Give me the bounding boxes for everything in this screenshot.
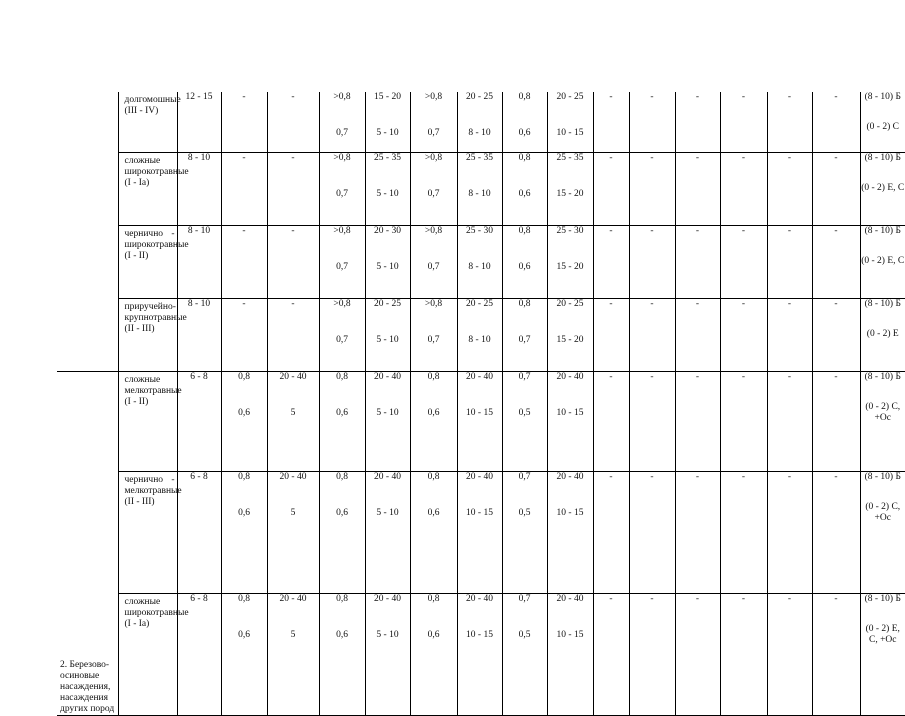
- value-top: 15 - 20: [366, 92, 410, 128]
- value-cell: [547, 298, 593, 371]
- value-top: 0,8: [222, 594, 267, 630]
- table-row: [57, 225, 905, 298]
- value-cell: [267, 593, 319, 715]
- value-cell: [221, 593, 267, 715]
- value-bottom: 0,7: [320, 335, 365, 346]
- dash-cell: -: [812, 92, 860, 152]
- value-top: 0,8: [503, 299, 547, 335]
- value-bottom: 5 - 10: [366, 189, 410, 200]
- value-top: >0,8: [320, 299, 365, 335]
- value-top: 25 - 30: [458, 226, 502, 262]
- site-type-cell: долгомошные (III - IV): [118, 92, 177, 152]
- value-bottom: 0,7: [320, 262, 365, 273]
- value-cell: [502, 152, 547, 225]
- value-top: 0,8: [411, 594, 457, 630]
- dash-cell: -: [593, 593, 629, 715]
- value-cell: [547, 593, 593, 715]
- age-cell: 6 - 8: [177, 471, 221, 593]
- value-cell: [502, 225, 547, 298]
- value-bottom: 10 - 15: [548, 128, 593, 139]
- value-bottom: 0,7: [411, 335, 457, 346]
- value-cell: [365, 225, 410, 298]
- value-top: 20 - 40: [366, 472, 410, 508]
- dash-cell: -: [593, 152, 629, 225]
- value-bottom: 0,5: [503, 408, 547, 419]
- value-bottom: 5 - 10: [366, 335, 410, 346]
- forestry-table: [57, 92, 905, 716]
- value-cell: [267, 471, 319, 593]
- dash-cell: -: [720, 593, 767, 715]
- value-cell: [547, 225, 593, 298]
- value-cell: [457, 298, 502, 371]
- dash-cell: -: [720, 225, 767, 298]
- value-bottom: 8 - 10: [458, 128, 502, 139]
- dash-cell: -: [720, 92, 767, 152]
- dash-cell: -: [629, 471, 675, 593]
- value-bottom: 10 - 15: [548, 630, 593, 641]
- value-top: -: [222, 92, 267, 128]
- value-bottom: 5: [268, 408, 319, 419]
- value-top: 20 - 40: [548, 372, 593, 408]
- dash-cell: -: [812, 225, 860, 298]
- value-cell: [365, 92, 410, 152]
- value-bottom: 0,7: [320, 128, 365, 139]
- composition-bottom: (0 - 2) Е, С, +Ос: [861, 624, 905, 646]
- dash-cell: -: [629, 92, 675, 152]
- age-cell: 6 - 8: [177, 371, 221, 471]
- value-bottom: 15 - 20: [548, 262, 593, 273]
- age-cell: 8 - 10: [177, 225, 221, 298]
- value-cell: [319, 471, 365, 593]
- site-type-cell: сложные широкотравные (I - Ia): [118, 593, 177, 715]
- dash-cell: -: [629, 152, 675, 225]
- dash-cell: -: [812, 471, 860, 593]
- value-top: 20 - 25: [366, 299, 410, 335]
- composition-cell: [860, 371, 905, 471]
- value-bottom: 0,7: [411, 262, 457, 273]
- value-top: 25 - 35: [548, 153, 593, 189]
- value-bottom: 10 - 15: [458, 630, 502, 641]
- value-top: 20 - 40: [548, 594, 593, 630]
- value-bottom: 5 - 10: [366, 262, 410, 273]
- value-top: >0,8: [320, 226, 365, 262]
- dash-cell: -: [767, 593, 812, 715]
- value-top: 20 - 25: [458, 299, 502, 335]
- value-bottom: 8 - 10: [458, 335, 502, 346]
- value-bottom: 0,6: [320, 630, 365, 641]
- value-top: 0,8: [411, 372, 457, 408]
- value-top: 0,7: [503, 372, 547, 408]
- dash-cell: -: [767, 92, 812, 152]
- value-top: 20 - 40: [366, 594, 410, 630]
- value-bottom: 5 - 10: [366, 508, 410, 519]
- value-bottom: 10 - 15: [458, 408, 502, 419]
- value-cell: [267, 298, 319, 371]
- value-bottom: 0,6: [411, 508, 457, 519]
- value-bottom: 5: [268, 508, 319, 519]
- composition-cell: [860, 593, 905, 715]
- value-cell: [547, 471, 593, 593]
- composition-cell: [860, 471, 905, 593]
- value-cell: [221, 225, 267, 298]
- composition-bottom: (0 - 2) С, +Ос: [861, 502, 905, 524]
- value-top: 0,8: [222, 372, 267, 408]
- value-bottom: 0,6: [222, 630, 267, 641]
- composition-top: (8 - 10) Б: [861, 594, 905, 624]
- value-cell: [457, 152, 502, 225]
- value-cell: [502, 298, 547, 371]
- dash-cell: -: [629, 593, 675, 715]
- value-cell: [319, 225, 365, 298]
- value-cell: [267, 92, 319, 152]
- value-cell: [267, 371, 319, 471]
- value-cell: [502, 593, 547, 715]
- value-bottom: 0,7: [411, 189, 457, 200]
- dash-cell: -: [767, 298, 812, 371]
- composition-bottom: (0 - 2) С: [861, 122, 905, 133]
- value-top: 0,8: [222, 472, 267, 508]
- value-top: 0,8: [320, 594, 365, 630]
- value-top: 0,8: [503, 226, 547, 262]
- value-cell: [457, 593, 502, 715]
- value-bottom: 0,7: [503, 335, 547, 346]
- dash-cell: -: [767, 471, 812, 593]
- value-cell: [410, 225, 457, 298]
- value-top: -: [268, 226, 319, 262]
- value-cell: [457, 471, 502, 593]
- value-cell: [410, 471, 457, 593]
- dash-cell: -: [629, 298, 675, 371]
- value-bottom: 10 - 15: [458, 508, 502, 519]
- value-cell: [410, 593, 457, 715]
- dash-cell: -: [593, 225, 629, 298]
- dash-cell: -: [720, 152, 767, 225]
- value-cell: [221, 92, 267, 152]
- value-bottom: 0,6: [320, 508, 365, 519]
- value-bottom: 15 - 20: [548, 335, 593, 346]
- value-cell: [221, 298, 267, 371]
- table-body: [57, 92, 905, 715]
- value-top: 20 - 40: [268, 472, 319, 508]
- composition-cell: [860, 92, 905, 152]
- value-bottom: 5: [268, 630, 319, 641]
- value-cell: [221, 471, 267, 593]
- value-top: >0,8: [411, 299, 457, 335]
- value-top: 20 - 25: [548, 92, 593, 128]
- value-cell: [410, 92, 457, 152]
- composition-top: (8 - 10) Б: [861, 92, 905, 122]
- value-top: 0,8: [411, 472, 457, 508]
- value-cell: [502, 371, 547, 471]
- value-cell: [319, 371, 365, 471]
- value-top: 0,7: [503, 594, 547, 630]
- value-top: -: [222, 153, 267, 189]
- value-top: -: [268, 299, 319, 335]
- value-bottom: 0,6: [503, 128, 547, 139]
- value-top: 20 - 40: [268, 594, 319, 630]
- value-cell: [319, 92, 365, 152]
- value-bottom: 8 - 10: [458, 189, 502, 200]
- value-top: 20 - 25: [548, 299, 593, 335]
- dash-cell: -: [629, 371, 675, 471]
- value-bottom: 5 - 10: [366, 128, 410, 139]
- value-cell: [410, 152, 457, 225]
- site-type-cell: чернично - мелкотравные (II - III): [118, 471, 177, 593]
- age-cell: 6 - 8: [177, 593, 221, 715]
- value-top: 25 - 35: [366, 153, 410, 189]
- value-top: >0,8: [411, 226, 457, 262]
- value-cell: [365, 371, 410, 471]
- age-cell: 8 - 10: [177, 152, 221, 225]
- value-top: 0,8: [503, 92, 547, 128]
- composition-top: (8 - 10) Б: [861, 299, 905, 329]
- value-bottom: 0,7: [320, 189, 365, 200]
- dash-cell: -: [767, 225, 812, 298]
- value-top: 25 - 35: [458, 153, 502, 189]
- composition-top: (8 - 10) Б: [861, 372, 905, 402]
- value-cell: [457, 371, 502, 471]
- value-bottom: 0,6: [503, 262, 547, 273]
- value-cell: [410, 371, 457, 471]
- value-bottom: 0,7: [411, 128, 457, 139]
- value-cell: [410, 298, 457, 371]
- site-type-cell: приручейно-крупнотравные (II - III): [118, 298, 177, 371]
- site-type-cell: чернично - широкотравные (I - II): [118, 225, 177, 298]
- value-top: 20 - 40: [458, 594, 502, 630]
- value-top: 20 - 30: [366, 226, 410, 262]
- value-bottom: 0,5: [503, 630, 547, 641]
- dash-cell: -: [767, 152, 812, 225]
- dash-cell: -: [593, 371, 629, 471]
- site-type-cell: сложные мелкотравные (I - II): [118, 371, 177, 471]
- value-top: 0,7: [503, 472, 547, 508]
- value-top: 20 - 40: [458, 472, 502, 508]
- value-cell: [319, 593, 365, 715]
- value-top: >0,8: [411, 153, 457, 189]
- dash-cell: -: [812, 152, 860, 225]
- table-row: [57, 298, 905, 371]
- value-cell: [365, 471, 410, 593]
- value-bottom: 0,6: [222, 508, 267, 519]
- dash-cell: -: [675, 371, 720, 471]
- dash-cell: -: [675, 593, 720, 715]
- dash-cell: -: [675, 298, 720, 371]
- composition-top: (8 - 10) Б: [861, 153, 905, 183]
- value-top: 0,8: [320, 472, 365, 508]
- value-bottom: 0,6: [222, 408, 267, 419]
- composition-cell: [860, 152, 905, 225]
- value-top: -: [222, 299, 267, 335]
- value-cell: [267, 152, 319, 225]
- value-bottom: 10 - 15: [548, 508, 593, 519]
- value-cell: [365, 152, 410, 225]
- value-bottom: 8 - 10: [458, 262, 502, 273]
- table-row: [57, 471, 905, 593]
- dash-cell: -: [767, 371, 812, 471]
- value-cell: [547, 371, 593, 471]
- value-top: 0,8: [320, 372, 365, 408]
- value-cell: [221, 371, 267, 471]
- group-cell-empty: [57, 92, 118, 371]
- composition-top: (8 - 10) Б: [861, 226, 905, 256]
- table-row: [57, 92, 905, 152]
- value-top: 20 - 40: [268, 372, 319, 408]
- composition-bottom: (0 - 2) Е, С: [861, 183, 905, 194]
- value-bottom: 5 - 10: [366, 408, 410, 419]
- value-bottom: 0,6: [503, 189, 547, 200]
- composition-top: (8 - 10) Б: [861, 472, 905, 502]
- dash-cell: -: [675, 92, 720, 152]
- dash-cell: -: [720, 471, 767, 593]
- value-cell: [365, 298, 410, 371]
- composition-cell: [860, 225, 905, 298]
- value-top: 20 - 25: [458, 92, 502, 128]
- age-cell: 8 - 10: [177, 298, 221, 371]
- site-type-cell: сложные широкотравные (I - Ia): [118, 152, 177, 225]
- value-cell: [547, 92, 593, 152]
- value-bottom: 0,6: [411, 408, 457, 419]
- value-bottom: 10 - 15: [548, 408, 593, 419]
- table-row: [57, 152, 905, 225]
- dash-cell: -: [593, 471, 629, 593]
- value-bottom: 15 - 20: [548, 189, 593, 200]
- dash-cell: -: [675, 225, 720, 298]
- value-cell: [319, 152, 365, 225]
- value-top: >0,8: [320, 92, 365, 128]
- value-cell: [365, 593, 410, 715]
- value-bottom: 0,6: [411, 630, 457, 641]
- value-top: >0,8: [411, 92, 457, 128]
- composition-bottom: (0 - 2) С, +Ос: [861, 402, 905, 424]
- value-cell: [457, 92, 502, 152]
- value-bottom: 5 - 10: [366, 630, 410, 641]
- dash-cell: -: [812, 298, 860, 371]
- value-top: -: [222, 226, 267, 262]
- value-bottom: 0,5: [503, 508, 547, 519]
- dash-cell: -: [812, 371, 860, 471]
- composition-cell: [860, 298, 905, 371]
- dash-cell: -: [720, 298, 767, 371]
- value-top: >0,8: [320, 153, 365, 189]
- value-cell: [502, 92, 547, 152]
- dash-cell: -: [720, 371, 767, 471]
- value-top: 20 - 40: [458, 372, 502, 408]
- value-top: 20 - 40: [548, 472, 593, 508]
- group-name-cell: 2. Березово-осиновые насаждения, насаждения других пород: [57, 371, 118, 715]
- value-top: 20 - 40: [366, 372, 410, 408]
- dash-cell: -: [812, 593, 860, 715]
- value-cell: [267, 225, 319, 298]
- dash-cell: -: [675, 471, 720, 593]
- composition-bottom: (0 - 2) Е, С: [861, 256, 905, 267]
- value-top: -: [268, 92, 319, 128]
- composition-bottom: (0 - 2) Е: [861, 329, 905, 340]
- value-cell: [457, 225, 502, 298]
- table-row: [57, 593, 905, 715]
- value-cell: [221, 152, 267, 225]
- value-top: 0,8: [503, 153, 547, 189]
- value-top: 25 - 30: [548, 226, 593, 262]
- dash-cell: -: [593, 92, 629, 152]
- value-cell: [319, 298, 365, 371]
- table-row: [57, 371, 905, 471]
- dash-cell: -: [593, 298, 629, 371]
- value-bottom: 0,6: [320, 408, 365, 419]
- dash-cell: -: [675, 152, 720, 225]
- value-cell: [547, 152, 593, 225]
- age-cell: 12 - 15: [177, 92, 221, 152]
- dash-cell: -: [629, 225, 675, 298]
- value-cell: [502, 471, 547, 593]
- value-top: -: [268, 153, 319, 189]
